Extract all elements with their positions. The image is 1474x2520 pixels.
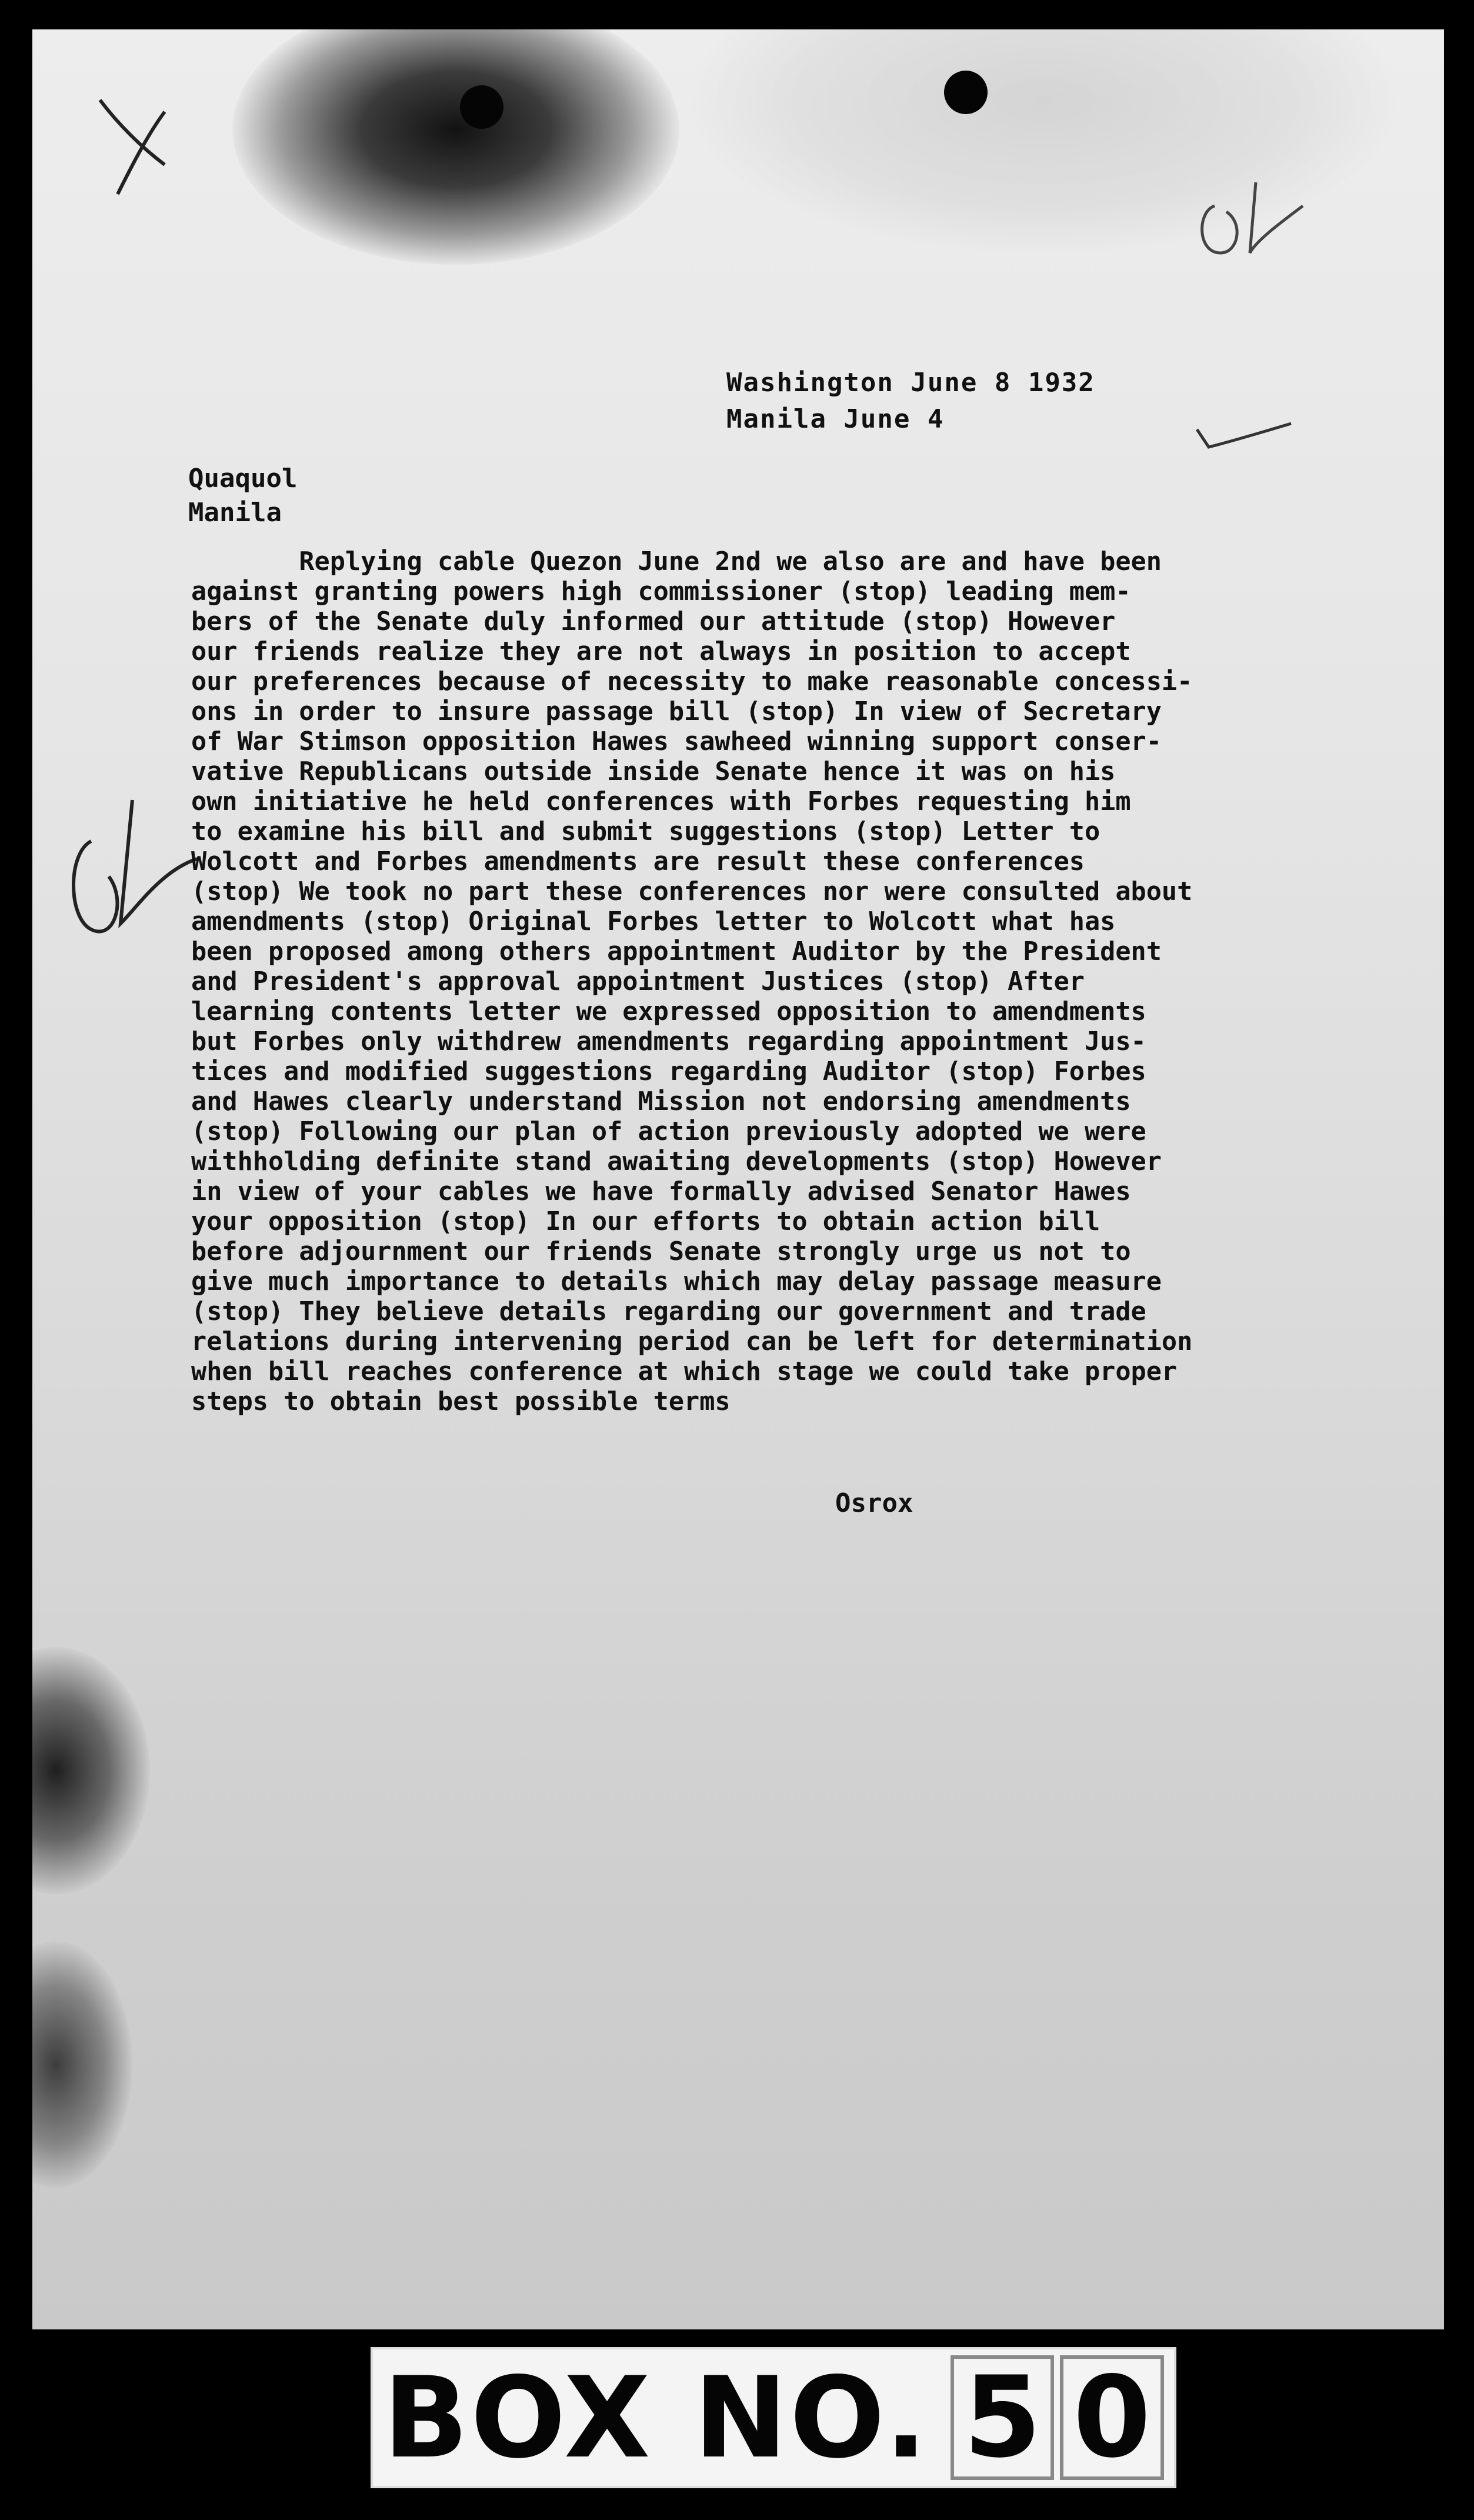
body-line: tices and modified suggestions regarding Auditor (stop) Forbes bbox=[191, 1057, 1146, 1086]
box-number-label bbox=[371, 2347, 1176, 2488]
handwritten-ok-mark bbox=[1179, 159, 1332, 288]
body-line: ons in order to insure passage bill (stop) In view of Secretary bbox=[191, 697, 1162, 726]
body-line: give much importance to details which may delay passage measure bbox=[191, 1267, 1162, 1296]
body-line: when bill reaches conference at which stage we could take proper bbox=[191, 1357, 1178, 1386]
body-line: been proposed among others appointment Auditor by the President bbox=[191, 937, 1162, 966]
body-line: and Hawes clearly understand Mission not endorsing amendments bbox=[191, 1087, 1131, 1116]
letter-body bbox=[191, 547, 1397, 1417]
body-line: own initiative he held conferences with Forbes requesting him bbox=[191, 787, 1131, 816]
body-line: (stop) We took no part these conferences nor were consulted about bbox=[191, 877, 1193, 906]
box-number bbox=[951, 2352, 1163, 2482]
body-line: withholding definite stand awaiting developments (stop) However bbox=[191, 1147, 1162, 1176]
body-line: of War Stimson opposition Hawes sawheed winning support conser- bbox=[191, 727, 1162, 756]
body-line: learning contents letter we expressed opposition to amendments bbox=[191, 997, 1146, 1026]
edge-stain bbox=[32, 1647, 150, 1894]
body-line: and President's approval appointment Justices (stop) After bbox=[191, 967, 1085, 996]
body-line: to examine his bill and submit suggestions (stop) Letter to bbox=[191, 817, 1101, 846]
body-line: Wolcott and Forbes amendments are result these conferences bbox=[191, 847, 1085, 876]
body-line: steps to obtain best possible terms bbox=[191, 1387, 731, 1416]
body-line: relations during intervening period can be left for determination bbox=[191, 1327, 1193, 1356]
box-label-text: BOX NO. bbox=[383, 2352, 930, 2483]
handwritten-check-mark bbox=[1185, 406, 1303, 465]
box-digit: 5 bbox=[951, 2355, 1054, 2480]
body-line: against granting powers high commissioner (stop) leading mem- bbox=[191, 577, 1131, 606]
punch-hole bbox=[944, 71, 988, 114]
body-line: before adjournment our friends Senate strongly urge us not to bbox=[191, 1237, 1131, 1266]
body-line: your opposition (stop) In our efforts to obtain action bill bbox=[191, 1207, 1101, 1236]
body-line: our preferences because of necessity to make reasonable concessi- bbox=[191, 667, 1193, 696]
handwritten-x-mark bbox=[76, 76, 194, 218]
addressee-city: Manila bbox=[188, 498, 282, 528]
body-line: but Forbes only withdrew amendments regarding appointment Jus- bbox=[191, 1027, 1146, 1056]
dateline bbox=[726, 365, 1095, 438]
body-line: bers of the Senate duly informed our attitude (stop) However bbox=[191, 607, 1116, 636]
body-line: our friends realize they are not always in position to accept bbox=[191, 637, 1131, 666]
edge-stain bbox=[32, 1941, 132, 2188]
dateline-reference: Manila June 4 bbox=[726, 404, 945, 434]
handwritten-margin-mark bbox=[44, 765, 209, 1000]
dateline-place-date: Washington June 8 1932 bbox=[726, 368, 1095, 398]
body-line: (stop) They believe details regarding our government and trade bbox=[191, 1297, 1146, 1326]
punch-hole bbox=[460, 85, 503, 129]
addressee-block bbox=[188, 462, 297, 530]
body-line: vative Republicans outside inside Senate hence it was on his bbox=[191, 757, 1116, 786]
body-line: (stop) Following our plan of action previously adopted we were bbox=[191, 1117, 1146, 1146]
signature: Osrox bbox=[835, 1488, 913, 1518]
body-line: Replying cable Quezon June 2nd we also are and have been bbox=[191, 547, 1162, 576]
document-page bbox=[32, 29, 1444, 2329]
box-digit: 0 bbox=[1060, 2355, 1163, 2480]
body-line: in view of your cables we have formally advised Senator Hawes bbox=[191, 1177, 1131, 1206]
ink-blot bbox=[232, 29, 679, 265]
body-line: amendments (stop) Original Forbes letter to Wolcott what has bbox=[191, 907, 1116, 936]
addressee-name: Quaquol bbox=[188, 464, 298, 494]
